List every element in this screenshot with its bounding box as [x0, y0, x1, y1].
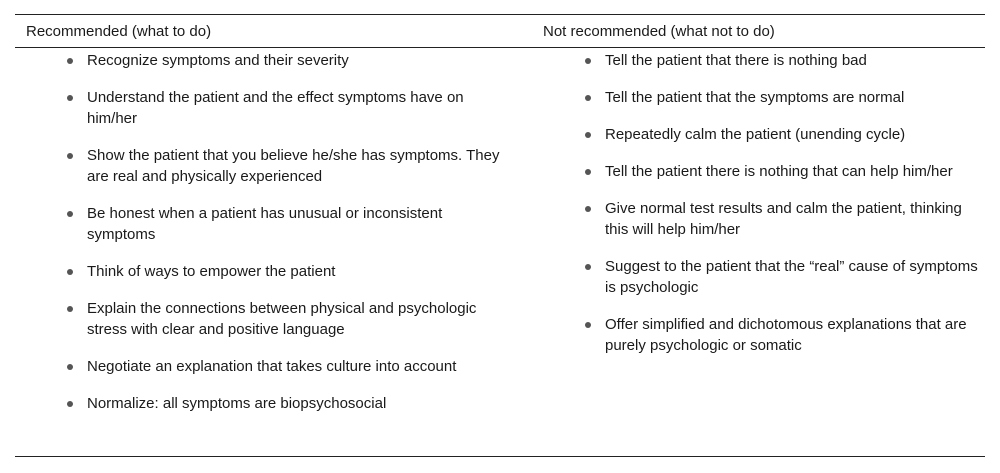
list-item-text: Negotiate an explanation that takes culture into account: [87, 358, 457, 375]
bullet-icon: [67, 153, 73, 159]
not-recommended-list: [583, 50, 983, 372]
list-item-text: Offer simplified and dichotomous explanations that are purely psychologic or somatic: [605, 316, 967, 354]
bullet-icon: [67, 269, 73, 275]
list-item-text: Repeatedly calm the patient (unending cycle): [605, 126, 906, 143]
list-item: [65, 50, 505, 71]
list-item: [583, 124, 983, 145]
list-item-text: Tell the patient there is nothing that can help him/her: [605, 163, 953, 180]
list-item: [65, 261, 505, 282]
list-item-text: Explain the connections between physical and psychologic stress with clear and positive language: [87, 300, 477, 338]
list-item: [583, 256, 983, 298]
list-item-text: Recognize symptoms and their severity: [87, 52, 349, 69]
bullet-icon: [67, 364, 73, 370]
bullet-icon: [585, 206, 591, 212]
table-bottom-rule: [15, 456, 985, 457]
bullet-icon: [585, 132, 591, 138]
list-item: [65, 356, 505, 377]
list-item-text: Show the patient that you believe he/she has symptoms. They are real and physically experienced: [87, 147, 500, 185]
list-item: [65, 145, 505, 187]
bullet-icon: [67, 401, 73, 407]
bullet-icon: [67, 211, 73, 217]
bullet-icon: [67, 306, 73, 312]
list-item: [65, 298, 505, 340]
list-item-text: Give normal test results and calm the patient, thinking this will help him/her: [605, 200, 962, 238]
bullet-icon: [585, 58, 591, 64]
list-item-text: Think of ways to empower the patient: [87, 263, 336, 280]
list-item: [583, 50, 983, 71]
header-not-recommended: Not recommended (what not to do): [543, 23, 775, 40]
bullet-icon: [585, 322, 591, 328]
list-item-text: Understand the patient and the effect symptoms have on him/her: [87, 89, 464, 127]
bullet-icon: [67, 95, 73, 101]
list-item: [583, 87, 983, 108]
list-item: [583, 314, 983, 356]
bullet-icon: [585, 264, 591, 270]
list-item: [65, 203, 505, 245]
list-item: [583, 161, 983, 182]
bullet-icon: [67, 58, 73, 64]
list-item-text: Normalize: all symptoms are biopsychosocial: [87, 395, 387, 412]
bullet-icon: [585, 169, 591, 175]
recommendations-table: [15, 14, 985, 458]
list-item: [65, 87, 505, 129]
list-item-text: Tell the patient that there is nothing bad: [605, 52, 867, 69]
list-item-text: Tell the patient that the symptoms are normal: [605, 89, 905, 106]
table-header-rule: [15, 47, 985, 48]
list-item-text: Be honest when a patient has unusual or inconsistent symptoms: [87, 205, 443, 243]
header-recommended: Recommended (what to do): [26, 23, 212, 40]
list-item-text: Suggest to the patient that the “real” cause of symptoms is psychologic: [605, 258, 978, 296]
recommended-list: [65, 50, 505, 430]
table-header-row: [15, 14, 985, 47]
bullet-icon: [585, 95, 591, 101]
list-item: [583, 198, 983, 240]
list-item: [65, 393, 505, 414]
